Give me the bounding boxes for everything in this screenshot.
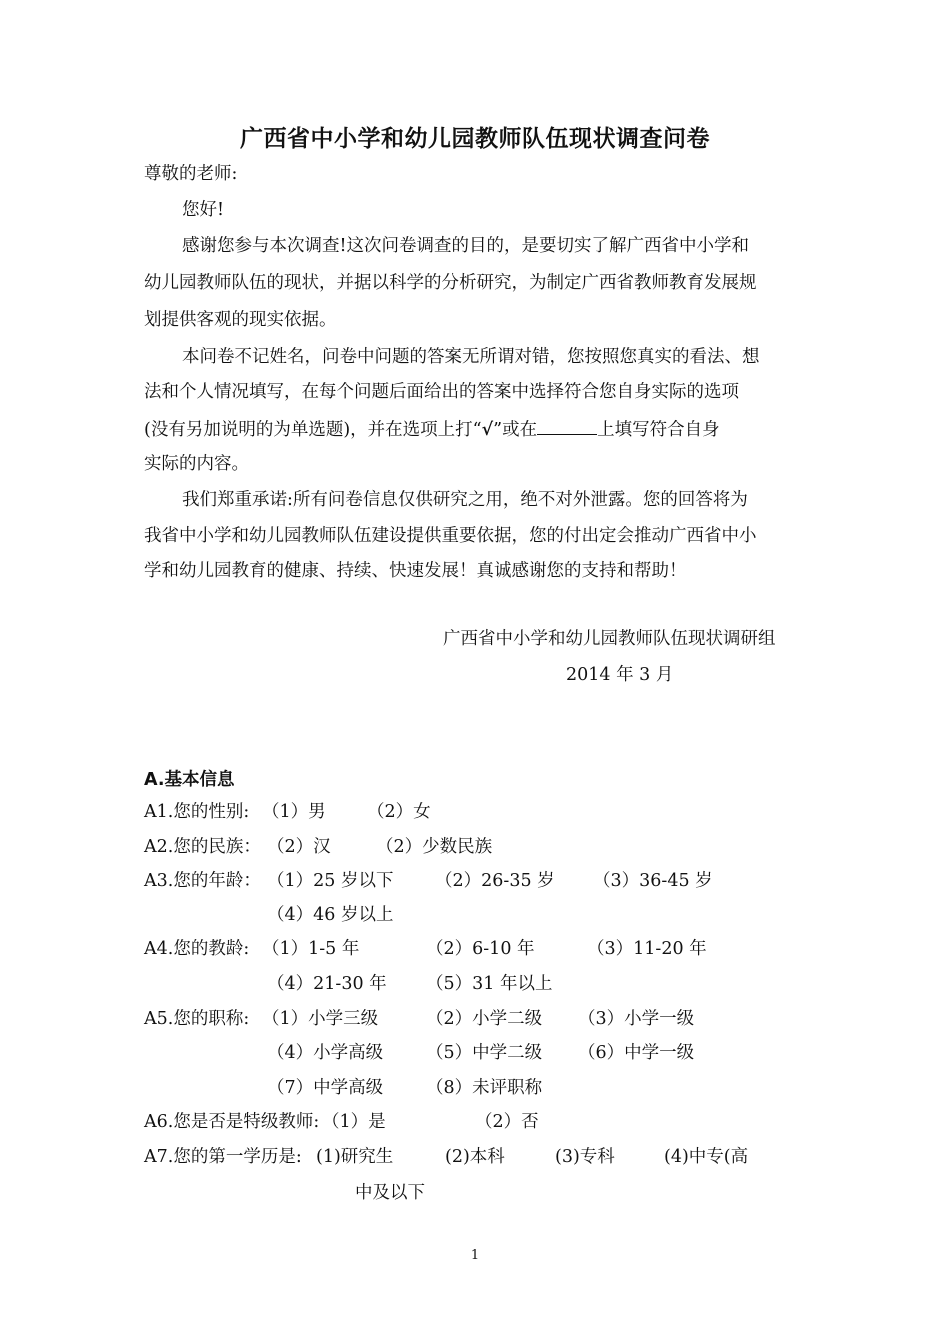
- a5-option-2[interactable]: （2）小学二级: [426, 1009, 543, 1029]
- a4-option-1[interactable]: （1）1-5 年: [262, 939, 360, 959]
- a5-option-8[interactable]: （8）未评职称: [426, 1078, 543, 1098]
- a3-option-4[interactable]: （4）46 岁以上: [267, 905, 394, 925]
- a6-option-1[interactable]: （1）是: [322, 1112, 386, 1132]
- a5-option-4[interactable]: （4）小学高级: [267, 1043, 384, 1063]
- instruction-text-b: ”或在: [493, 420, 538, 440]
- instruction-text-a: (没有另加说明的为单选题)，并在选项上打“: [144, 420, 482, 440]
- intro-line-3: 划提供客观的现实依据。: [144, 310, 337, 330]
- instruction-line-3: [144, 416, 720, 442]
- a1-option-1[interactable]: （1）男: [262, 802, 326, 822]
- a6-option-2[interactable]: （2）否: [475, 1112, 539, 1132]
- greeting: 您好!: [182, 200, 225, 220]
- a5-option-5[interactable]: （5）中学二级: [426, 1043, 543, 1063]
- a2-option-1[interactable]: （2）汉: [267, 837, 331, 857]
- promise-line-3: 学和幼儿园教育的健康、持续、快速发展！真诚感谢您的支持和帮助！: [144, 561, 687, 581]
- a4-option-4[interactable]: （4）21-30 年: [267, 974, 387, 994]
- a5-option-6[interactable]: （6）中学一级: [578, 1043, 695, 1063]
- question-a2-label: A2.您的民族：: [144, 837, 261, 857]
- salutation: 尊敬的老师:: [144, 164, 238, 184]
- a4-option-3[interactable]: （3）11-20 年: [587, 939, 707, 959]
- question-a3-label: A3.您的年龄：: [144, 871, 261, 891]
- instruction-line-1: 本问卷不记姓名，问卷中问题的答案无所谓对错，您按照您真实的看法、想: [182, 347, 760, 367]
- signature-org: 广西省中小学和幼儿园教师队伍现状调研组: [443, 629, 776, 649]
- intro-line-2: 幼儿园教师队伍的现状，并据以科学的分析研究，为制定广西省教师教育发展规: [144, 273, 757, 293]
- a3-option-2[interactable]: （2）26-35 岁: [435, 871, 555, 891]
- a2-option-2[interactable]: （2）少数民族: [376, 837, 493, 857]
- a1-option-2[interactable]: （2）女: [367, 802, 431, 822]
- page-title: 广西省中小学和幼儿园教师队伍现状调查问卷: [240, 126, 710, 152]
- question-a4-label: A4.您的教龄:: [144, 939, 250, 959]
- question-a6-label: A6.您是否是特级教师:: [144, 1112, 320, 1132]
- a7-option-3[interactable]: (3)专科: [555, 1147, 615, 1167]
- section-heading-basic-info: A.基本信息: [144, 770, 235, 790]
- checkmark-icon: √: [481, 420, 494, 440]
- question-a5-label: A5.您的职称:: [144, 1009, 250, 1029]
- a7-option-1[interactable]: (1)研究生: [316, 1147, 394, 1167]
- a5-option-1[interactable]: （1）小学三级: [262, 1009, 379, 1029]
- a3-option-3[interactable]: （3）36-45 岁: [593, 871, 713, 891]
- instruction-text-c: 上填写符合自身: [597, 420, 720, 440]
- instruction-line-2: 法和个人情况填写，在每个问题后面给出的答案中选择符合您自身实际的选项: [144, 382, 739, 402]
- instruction-line-4: 实际的内容。: [144, 454, 249, 474]
- fill-blank-line: [537, 416, 597, 435]
- a5-option-3[interactable]: （3）小学一级: [578, 1009, 695, 1029]
- a4-option-5[interactable]: （5）31 年以上: [426, 974, 553, 994]
- question-a7-label: A7.您的第一学历是:: [144, 1147, 302, 1167]
- promise-line-1: 我们郑重承诺:所有问卷信息仅供研究之用，绝不对外泄露。您的回答将为: [182, 490, 748, 510]
- page-number: 1: [470, 1248, 480, 1263]
- intro-line-1: 感谢您参与本次调查!这次问卷调查的目的，是要切实了解广西省中小学和: [182, 236, 750, 256]
- signature-date: 2014 年 3 月: [566, 665, 674, 685]
- promise-line-2: 我省中小学和幼儿园教师队伍建设提供重要依据，您的付出定会推动广西省中小: [144, 526, 757, 546]
- a7-option-4[interactable]: (4)中专(高: [664, 1147, 749, 1167]
- a4-option-2[interactable]: （2）6-10 年: [426, 939, 535, 959]
- a7-option-4-cont: 中及以下: [355, 1183, 425, 1203]
- a5-option-7[interactable]: （7）中学高级: [267, 1078, 384, 1098]
- a3-option-1[interactable]: （1）25 岁以下: [267, 871, 394, 891]
- a7-option-2[interactable]: (2)本科: [445, 1147, 505, 1167]
- question-a1-label: A1.您的性别:: [144, 802, 250, 822]
